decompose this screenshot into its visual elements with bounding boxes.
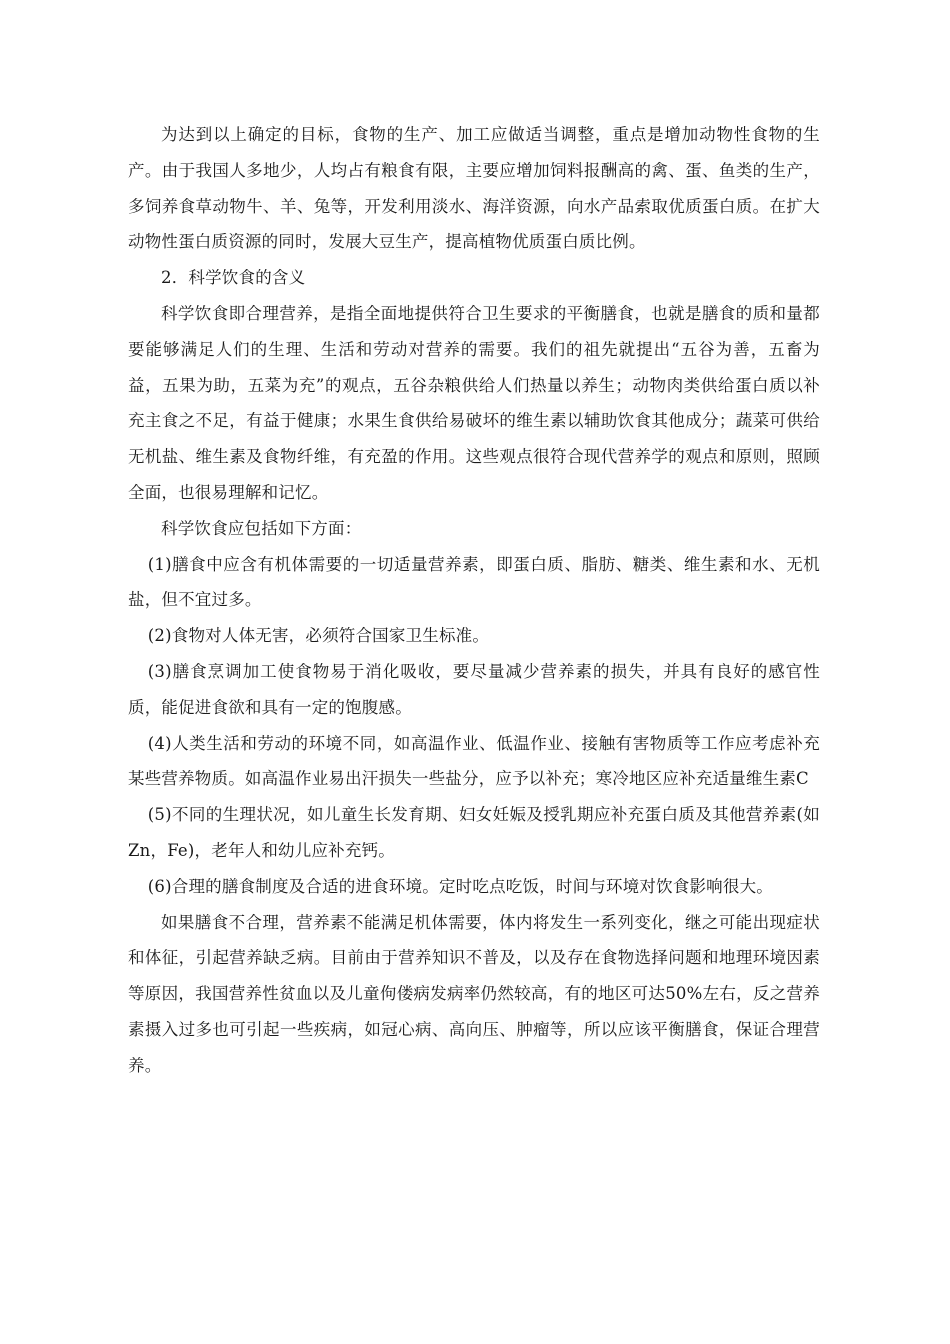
list-item-4: (4)人类生活和劳动的环境不同，如高温作业、低温作业、接触有害物质等工作应考虑补充某些营养物质。如高温作业易出汗损失一些盐分，应予以补充；寒冷地区应补充适量维生素C xyxy=(128,733,820,789)
list-item-3: (3)膳食烹调加工使食物易于消化吸收，要尽量减少营养素的损失，并具有良好的感官性质，能促进食欲和具有一定的饱腹感。 xyxy=(128,661,820,717)
section-heading-scientific-diet: 2．科学饮食的含义 xyxy=(161,268,306,288)
list-item-5: (5)不同的生理状况，如儿童生长发育期、妇女妊娠及授乳期应补充蛋白质及其他营养素(如Zn，Fe)，老年人和幼儿应补充钙。 xyxy=(128,805,820,860)
paragraph-food-production: 为达到以上确定的目标，食物的生产、加工应做适当调整，重点是增加动物性食物的生产。由于我国人多地少，人均占有粮食有限，主要应增加饲料报酬高的禽、蛋、鱼类的生产，多饲养食草动物牛、羊、兔等，开发利用淡水、海洋资源，向水产品索取优质蛋白质。在扩大动物性蛋白质资源的同时，发展大豆生产，提高植物优质蛋白质比例。 xyxy=(128,125,820,252)
list-item-6: (6)合理的膳食制度及合适的进食环境。定时吃点吃饭，时间与环境对饮食影响很大。 xyxy=(147,876,773,896)
paragraph-diet-aspects-intro: 科学饮食应包括如下方面： xyxy=(161,518,362,538)
paragraph-scientific-diet-definition: 科学饮食即合理营养，是指全面地提供符合卫生要求的平衡膳食，也就是膳食的质和量都要能够满足人们的生理、生活和劳动对营养的需要。我们的祖先就提出“五谷为善，五畜为益，五果为助，五菜为充”的观点，五谷杂粮供给人们热量以养生；动物肉类供给蛋白质以补充主食之不足，有益于健康；水果生食供给易破坏的维生素以辅助饮食其他成分；蔬菜可供给无机盐、维生素及食物纤维，有充盈的作用。这些观点很符合现代营养学的观点和原则，照顾全面，也很易理解和记忆。 xyxy=(128,303,820,502)
list-item-2: (2)食物对人体无害，必须符合国家卫生标准。 xyxy=(147,626,490,646)
paragraph-malnutrition: 如果膳食不合理，营养素不能满足机体需要，体内将发生一系列变化，继之可能出现症状和体征，引起营养缺乏病。目前由于营养知识不普及，以及存在食物选择问题和地理环境因素等原因，我国营养性贫血以及儿童佝偻病发病率仍然较高，有的地区可达50%左右，反之营养素摄入过多也可引起一些疾病，如冠心病、高向压、肿瘤等，所以应该平衡膳食，保证合理营养。 xyxy=(128,912,820,1075)
document-body xyxy=(128,117,820,1084)
list-item-1: (1)膳食中应含有机体需要的一切适量营养素，即蛋白质、脂肪、糖类、维生素和水、无机盐，但不宜过多。 xyxy=(128,554,820,610)
